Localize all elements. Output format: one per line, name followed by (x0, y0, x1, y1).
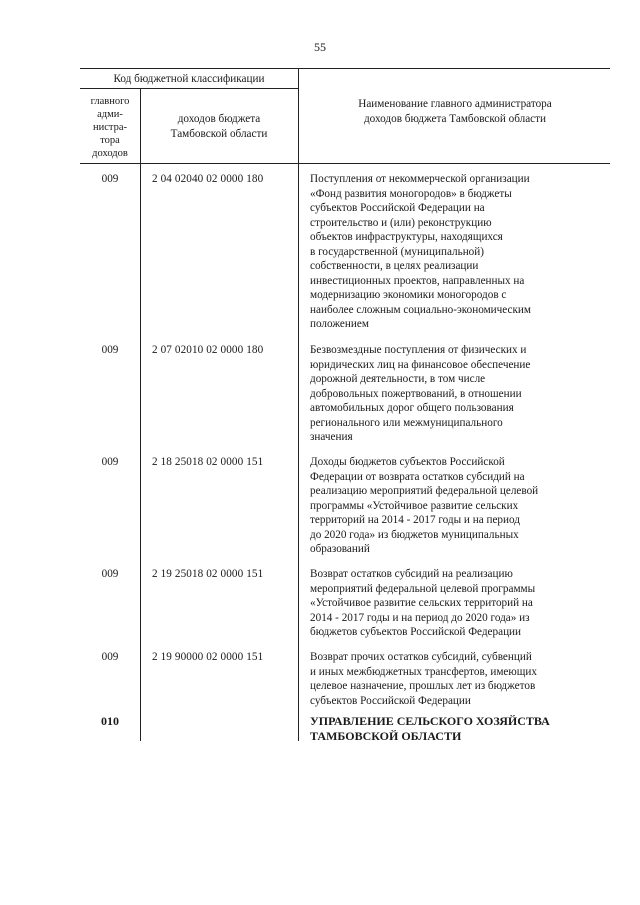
table-top-border (80, 68, 610, 69)
row-administrator-name: Поступления от некоммерческой организации «Фонд развития моногородов» в бюджеты субъектов Российской Федерации на строительство и (или) реконструкцию объектов инфраструктуры, находящихся в государственной (муниципальной) собственности, в целях реализации инвестиционных проектов, направленных на модернизацию экономики моногородов с наиболее сложным социально-экономическим положением (310, 173, 531, 330)
column-divider-name (298, 68, 299, 741)
row-admin-code: 009 (101, 651, 119, 663)
row-admin-code: 010 (101, 714, 119, 728)
row-administrator-name: Возврат прочих остатков субсидий, субвенций и иных межбюджетных трансфертов, имеющих целевое назначение, прошлых лет из бюджетов субъектов Российской Федерации (310, 651, 537, 707)
row-income-code: 2 04 02040 02 0000 180 (152, 173, 264, 185)
row-admin-code: 009 (101, 173, 119, 185)
header-bottom-border (80, 163, 610, 164)
row-income-code: 2 19 25018 02 0000 151 (152, 568, 264, 580)
row-income-code: 2 07 02010 02 0000 180 (152, 344, 264, 356)
row-admin-code: 009 (101, 456, 119, 468)
row-admin-code: 009 (101, 568, 119, 580)
row-administrator-name: УПРАВЛЕНИЕ СЕЛЬСКОГО ХОЗЯЙСТВА ТАМБОВСКОЙ ОБЛАСТИ (310, 714, 550, 743)
row-income-code: 2 18 25018 02 0000 151 (152, 456, 264, 468)
column-divider-admin (140, 88, 141, 741)
row-administrator-name: Возврат остатков субсидий на реализацию мероприятий федеральной целевой программы «Устойчивое развитие сельских территорий на 2014 - 2017 годы и на период до 2020 года» из бюджетов субъектов Российской Федерации (310, 568, 536, 638)
row-administrator-name: Безвозмездные поступления от физических и юридических лиц на финансовое обеспечение дорожной деятельности, в том числе добровольных пожертвований, в отношении автомобильных дорог общего пользования регионального или межмуниципального значения (310, 344, 531, 443)
row-income-code: 2 19 90000 02 0000 151 (152, 651, 264, 663)
code-header-divider (80, 88, 298, 89)
admin-code-header: главного адми- нистра- тора доходов (90, 96, 130, 159)
row-administrator-name: Доходы бюджетов субъектов Российской Федерации от возврата остатков субсидий на реализацию мероприятий федеральной целевой программы «Устойчивое развитие сельских территорий на 2014 - 2017 годы и на период до 2020 года» из бюджетов муниципальных образований (310, 456, 539, 555)
income-code-header: доходов бюджета Тамбовской области (170, 113, 268, 140)
budget-code-header: Код бюджетной классификации (113, 73, 265, 85)
page-number: 55 (314, 40, 326, 54)
row-admin-code: 009 (101, 344, 119, 356)
administrator-name-header: Наименование главного администратора доходов бюджета Тамбовской области (358, 98, 552, 125)
